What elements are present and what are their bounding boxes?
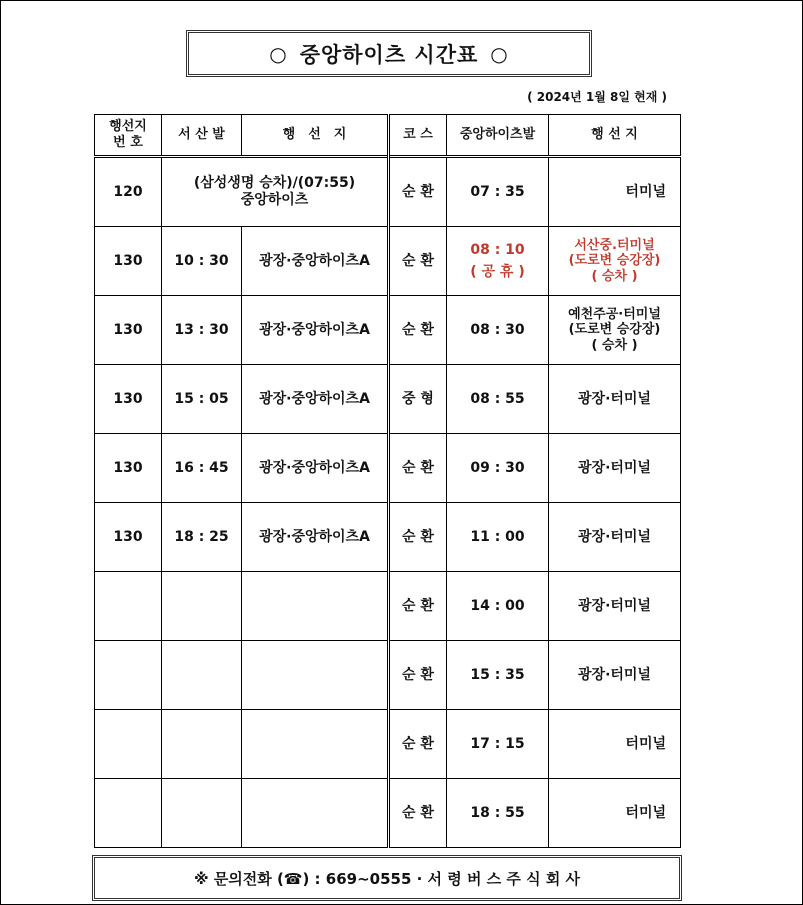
route-no [95,572,162,641]
jungang-time: 07 : 35 [447,157,549,227]
route-no: 130 [95,227,162,296]
course: 순 환 [389,503,447,572]
table-row [95,365,681,434]
title-circle-left: ○ [269,41,288,66]
jungang-time: 14 : 00 [447,572,549,641]
table-row [95,710,681,779]
effective-date: ( 2024년 1월 8일 현재 ) [527,90,667,104]
header-destination-1: 행 선 지 [242,115,389,157]
destination-2: 터미널 [549,710,681,779]
destination-2: 터미널 [549,157,681,227]
route-no: 130 [95,296,162,365]
seosan-time: 13 : 30 [162,296,242,365]
destination-1: 광장·중앙하이츠A [242,434,389,503]
seosan-time: 18 : 25 [162,503,242,572]
header-course: 코 스 [389,115,447,157]
route-no: 120 [95,157,162,227]
destination-1: 광장·중앙하이츠A [242,227,389,296]
course: 중 형 [389,365,447,434]
course: 순 환 [389,296,447,365]
jungang-time: 15 : 35 [447,641,549,710]
course: 순 환 [389,227,447,296]
route-no: 130 [95,434,162,503]
course: 순 환 [389,641,447,710]
seosan-time [162,572,242,641]
jungang-time: 08 : 30 [447,296,549,365]
destination-2: 광장·터미널 [549,365,681,434]
route-no: 130 [95,503,162,572]
jungang-time-holiday: 08 : 10 ( 공 휴 ) [447,227,549,296]
table-row [95,503,681,572]
course: 순 환 [389,710,447,779]
course: 순 환 [389,434,447,503]
destination-1 [242,779,389,848]
jungang-time: 09 : 30 [447,434,549,503]
seosan-time [162,779,242,848]
destination-1: 광장·중앙하이츠A [242,365,389,434]
destination-2-holiday: 서산중.터미널 (도로변 승강장) ( 승차 ) [549,227,681,296]
header-route-no: 행선지 번 호 [95,115,162,157]
table-row [95,641,681,710]
contact-footer [92,855,682,901]
header-row [95,115,681,157]
contact-info: ※ 문의전화 (☎) : 669∼0555 · 서 령 버 스 주 식 회 사 [193,869,581,888]
boarding-note: (삼성생명 승차)/(07:55) 중앙하이츠 [162,157,389,227]
destination-1 [242,710,389,779]
jungang-time: 17 : 15 [447,710,549,779]
route-no [95,779,162,848]
course: 순 환 [389,157,447,227]
table-row [95,157,681,227]
table-row [95,779,681,848]
header-destination-2: 행 선 지 [549,115,681,157]
destination-2: 광장·터미널 [549,641,681,710]
destination-1 [242,641,389,710]
route-no: 130 [95,365,162,434]
table-row [95,296,681,365]
destination-2: 광장·터미널 [549,434,681,503]
seosan-time: 16 : 45 [162,434,242,503]
page-title: 중앙하이츠 시간표 [299,42,479,67]
header-jungang-departure: 중앙하이츠발 [447,115,549,157]
destination-2: 광장·터미널 [549,503,681,572]
route-no [95,710,162,779]
jungang-time: 18 : 55 [447,779,549,848]
jungang-time: 08 : 55 [447,365,549,434]
seosan-time: 15 : 05 [162,365,242,434]
destination-1: 광장·중앙하이츠A [242,503,389,572]
course: 순 환 [389,779,447,848]
destination-1 [242,572,389,641]
timetable [94,114,681,848]
table-row [95,227,681,296]
table-row [95,572,681,641]
seosan-time [162,641,242,710]
destination-2: 터미널 [549,779,681,848]
header-seosan-departure: 서 산 발 [162,115,242,157]
title-circle-right: ○ [490,41,509,66]
destination-2: 예천주공·터미널 (도로변 승강장) ( 승차 ) [549,296,681,365]
course: 순 환 [389,572,447,641]
seosan-time [162,710,242,779]
destination-1: 광장·중앙하이츠A [242,296,389,365]
table-row [95,434,681,503]
route-no [95,641,162,710]
destination-2: 광장·터미널 [549,572,681,641]
title-box [186,30,592,77]
jungang-time: 11 : 00 [447,503,549,572]
seosan-time: 10 : 30 [162,227,242,296]
